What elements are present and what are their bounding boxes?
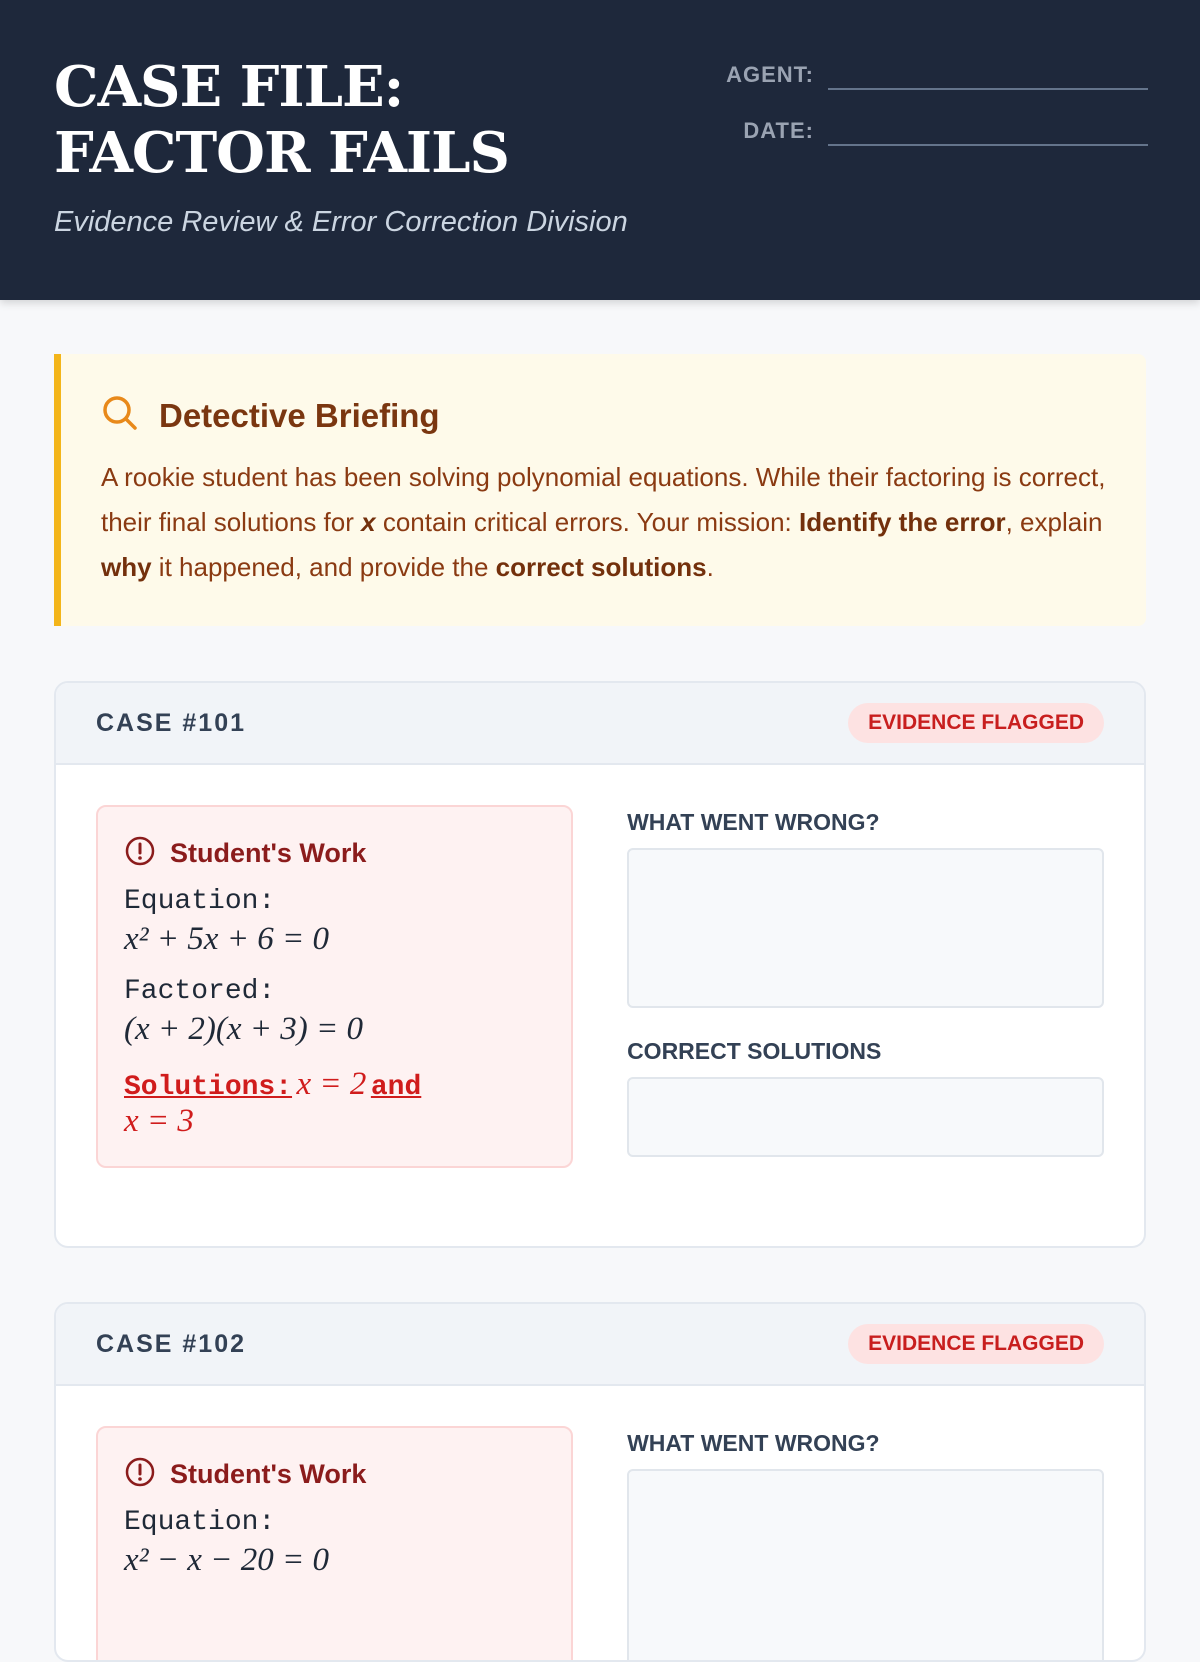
case-card xyxy=(54,1302,1146,1662)
answer-panel xyxy=(627,1426,1104,1662)
case-card xyxy=(54,681,1146,1248)
student-solutions xyxy=(124,1066,545,1140)
student-work-title: Student's Work xyxy=(170,1459,367,1489)
and-word: and xyxy=(370,1072,422,1103)
date-field[interactable] xyxy=(828,112,1148,146)
detective-briefing xyxy=(54,354,1146,626)
alert-icon xyxy=(124,835,156,872)
student-work-title: Student's Work xyxy=(170,838,367,868)
solution-1: x = 2 xyxy=(296,1066,367,1102)
equation: x² + 5x + 6 = 0 xyxy=(124,921,329,957)
equation: x² − x − 20 = 0 xyxy=(124,1542,329,1578)
agent-label: AGENT: xyxy=(726,62,814,87)
agent-field[interactable] xyxy=(828,56,1148,90)
date-label: DATE: xyxy=(743,118,814,143)
briefing-text: A rookie student has been solving polynomial equations. While their factoring is correct, their final solutions for x contain critical errors. Your mission: Identify the error, explain why it happened, and provide the correct solutions. xyxy=(101,462,1106,582)
agent-row xyxy=(726,56,1148,90)
correct-solutions-field[interactable] xyxy=(627,1077,1104,1157)
meta-fields xyxy=(726,56,1148,168)
case-header xyxy=(56,683,1144,765)
factored-equation: (x + 2)(x + 3) = 0 xyxy=(124,1011,364,1047)
status-badge: EVIDENCE FLAGGED xyxy=(848,703,1104,743)
page-subtitle: Evidence Review & Error Correction Division xyxy=(54,206,628,238)
solution-2: x = 3 xyxy=(124,1103,194,1139)
correct-solutions-label: CORRECT SOLUTIONS xyxy=(627,1038,882,1064)
briefing-title: Detective Briefing xyxy=(159,396,440,434)
what-went-wrong-label: WHAT WENT WRONG? xyxy=(627,1430,880,1456)
date-row xyxy=(726,112,1148,146)
case-body xyxy=(56,765,1144,1208)
student-work-panel xyxy=(96,805,573,1168)
what-went-wrong-field[interactable] xyxy=(627,1469,1104,1662)
student-work-header xyxy=(124,835,545,872)
briefing-header xyxy=(101,394,1106,437)
page-title: CASE FILE: FACTOR FAILS xyxy=(54,54,509,186)
search-icon xyxy=(101,394,139,437)
what-went-wrong-label: WHAT WENT WRONG? xyxy=(627,809,880,835)
case-header xyxy=(56,1304,1144,1386)
case-id: CASE #101 xyxy=(96,708,247,737)
alert-icon xyxy=(124,1456,156,1493)
solutions-label: Solutions: xyxy=(124,1072,293,1103)
page-header xyxy=(0,0,1200,300)
student-work-header xyxy=(124,1456,545,1493)
what-went-wrong-field[interactable] xyxy=(627,848,1104,1008)
factored-label: Factored: xyxy=(124,976,276,1007)
student-work-panel xyxy=(96,1426,573,1662)
equation-label: Equation: xyxy=(124,1507,276,1538)
answer-panel xyxy=(627,805,1104,1168)
case-id: CASE #102 xyxy=(96,1329,247,1358)
case-body xyxy=(56,1386,1144,1662)
status-badge: EVIDENCE FLAGGED xyxy=(848,1324,1104,1364)
equation-label: Equation: xyxy=(124,886,276,917)
